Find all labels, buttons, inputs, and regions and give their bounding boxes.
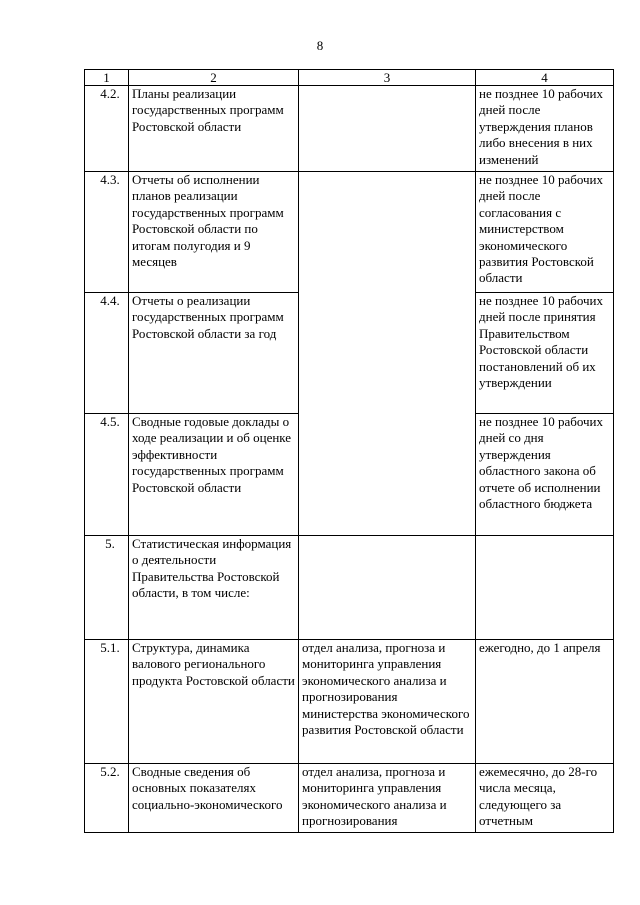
row-term: не позднее 10 рабочих дней после принятия Правительством Ростовской области постановлений об их утверждении <box>476 293 614 414</box>
row-number: 4.5. <box>85 414 129 536</box>
table-row <box>85 293 614 414</box>
row-term: ежемесячно, до 28-го числа месяца, следующего за отчетным <box>476 764 614 833</box>
column-header-2: 2 <box>129 70 299 86</box>
column-header-4: 4 <box>476 70 614 86</box>
column-header-3: 3 <box>299 70 476 86</box>
table-row <box>85 536 614 640</box>
table-row <box>85 640 614 764</box>
row-responsible: отдел анализа, прогноза и мониторинга управления экономического анализа и прогнозирования министерства экономического развития Ростовской области <box>299 640 476 764</box>
row-responsible <box>299 536 476 640</box>
row-number: 5.1. <box>85 640 129 764</box>
row-number: 4.3. <box>85 172 129 293</box>
row-name: Планы реализации государственных программ Ростовской области <box>129 86 299 172</box>
row-responsible <box>299 172 476 293</box>
row-term: ежегодно, до 1 апреля <box>476 640 614 764</box>
row-number: 4.2. <box>85 86 129 172</box>
row-name: Отчеты о реализации государственных программ Ростовской области за год <box>129 293 299 414</box>
column-header-1: 1 <box>85 70 129 86</box>
row-term: не позднее 10 рабочих дней после согласования с министерством экономического развития Ростовской области <box>476 172 614 293</box>
row-number: 4.4. <box>85 293 129 414</box>
table-row <box>85 414 614 536</box>
row-responsible: отдел анализа, прогноза и мониторинга управления экономического анализа и прогнозирования <box>299 764 476 833</box>
table-row <box>85 86 614 172</box>
row-name: Сводные годовые доклады о ходе реализации и об оценке эффективности государственных программ Ростовской области <box>129 414 299 536</box>
row-name: Статистическая информация о деятельности Правительства Ростовской области, в том числе: <box>129 536 299 640</box>
row-responsible <box>299 293 476 414</box>
row-term: не позднее 10 рабочих дней со дня утверждения областного закона об отчете об исполнении областного бюджета <box>476 414 614 536</box>
page-number: 8 <box>316 38 324 53</box>
row-name: Сводные сведения об основных показателях социально-экономического <box>129 764 299 833</box>
row-name: Структура, динамика валового регионального продукта Ростовской области <box>129 640 299 764</box>
document-table <box>84 69 614 833</box>
row-term <box>476 536 614 640</box>
table-header-row <box>85 70 614 86</box>
table-row <box>85 172 614 293</box>
row-number: 5. <box>85 536 129 640</box>
table-row <box>85 764 614 833</box>
row-responsible <box>299 414 476 536</box>
row-term: не позднее 10 рабочих дней после утверждения планов либо внесения в них изменений <box>476 86 614 172</box>
row-number: 5.2. <box>85 764 129 833</box>
row-responsible <box>299 86 476 172</box>
row-name: Отчеты об исполнении планов реализации государственных программ Ростовской области по итогам полугодия и 9 месяцев <box>129 172 299 293</box>
